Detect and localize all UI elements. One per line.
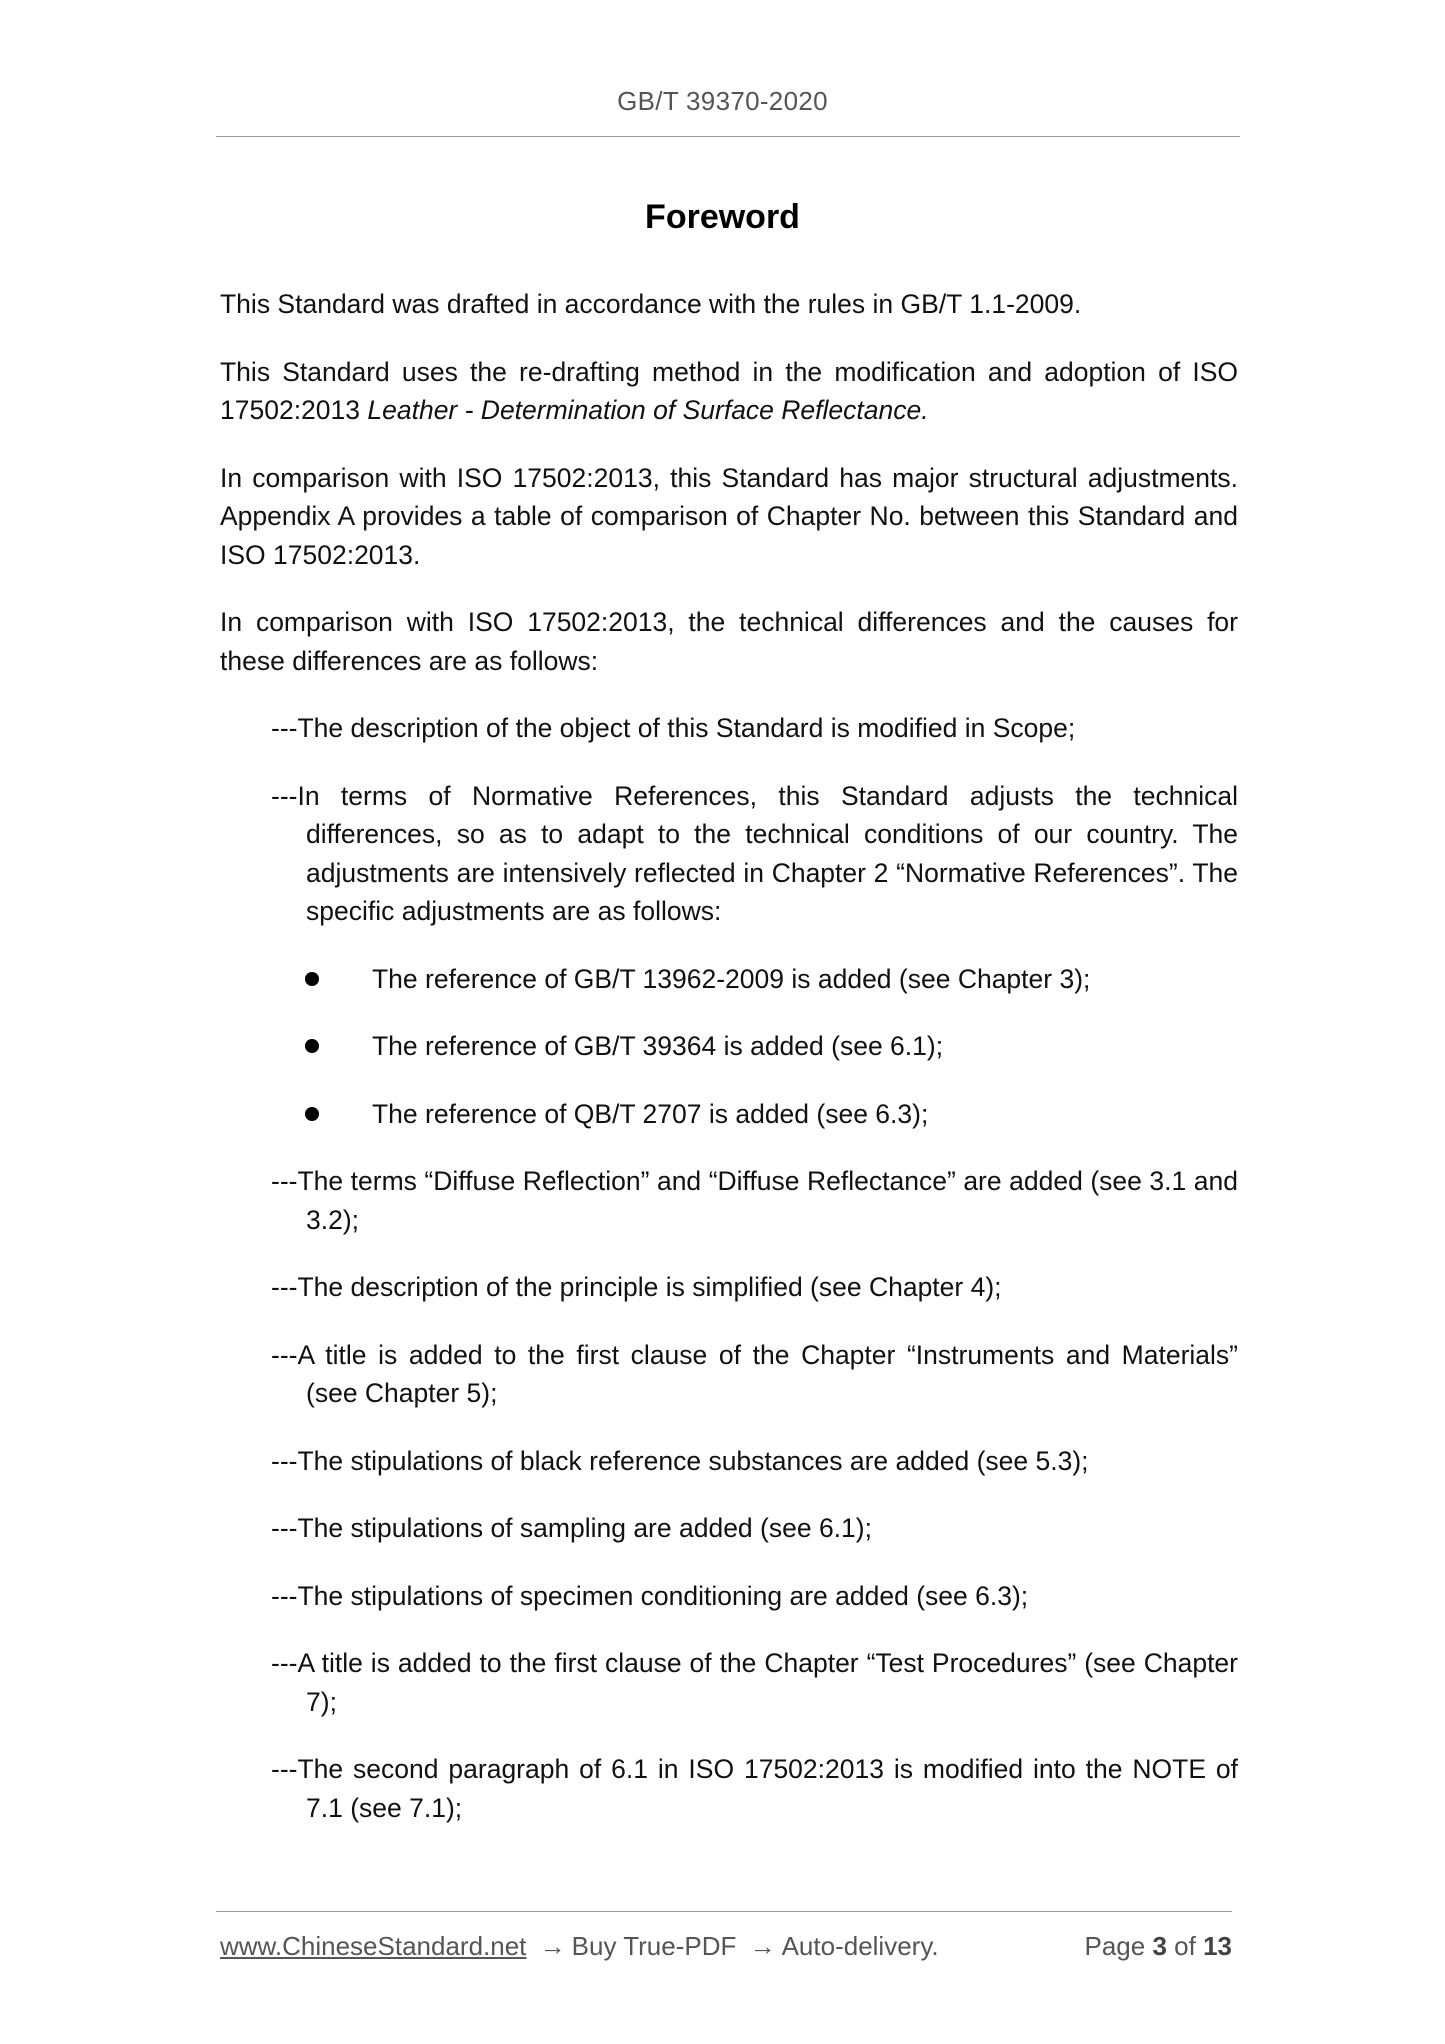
difference-item-black-reference: ---The stipulations of black reference substances are added (see 5.3); — [271, 1445, 1089, 1476]
bullet-item-qbt-2707 — [305, 1095, 1238, 1134]
bullet-dot-icon — [305, 1039, 319, 1053]
difference-item-conditioning: ---The stipulations of specimen conditioning are added (see 6.3); — [271, 1580, 1029, 1611]
paragraph-adoption-method — [220, 353, 1238, 430]
paragraph-structural-adjustments: In comparison with ISO 17502:2013, this Standard has major structural adjustments. Appendix A provides a table of comparison of Chapter No. between this Standard and ISO 17502:2013. — [220, 462, 1238, 570]
difference-item-scope: ---The description of the object of this Standard is modified in Scope; — [271, 713, 1076, 743]
delivery-text: Auto-delivery. — [781, 1931, 939, 1961]
adoption-method-text: This Standard uses the re-drafting method in the modification and adoption of ISO 17502:2013 — [220, 356, 1238, 425]
document-body — [220, 285, 1238, 1856]
arrow-right-icon: → — [539, 1931, 566, 1961]
bullet-text: The reference of QB/T 2707 is added (see 6.3); — [372, 1098, 929, 1129]
page-counter — [1084, 1931, 1232, 1962]
page-total: 13 — [1203, 1931, 1232, 1961]
difference-item-sampling: ---The stipulations of sampling are added (see 6.1); — [271, 1513, 872, 1543]
bullet-item-gbt-13962 — [305, 960, 1238, 999]
difference-item-test-procedures-title: ---A title is added to the first clause of the Chapter “Test Procedures” (see Chapter 7); — [271, 1648, 1238, 1717]
buy-text: Buy True-PDF — [571, 1931, 737, 1961]
page-title: Foreword — [645, 198, 800, 236]
bullet-text: The reference of GB/T 39364 is added (see 6.1); — [372, 1031, 944, 1061]
website-link[interactable]: www.ChineseStandard.net — [220, 1931, 527, 1961]
footer-promo — [220, 1931, 939, 1962]
header-divider — [216, 136, 1240, 137]
bullet-dot-icon — [305, 972, 319, 986]
difference-item-normative-references: ---In terms of Normative References, this Standard adjusts the technical differences, so as to adapt to the technical conditions of our country. The adjustments are intensively reflected in Chapter 2 “Normative References”. The specific adjustments are as follows: — [271, 780, 1238, 926]
paragraph-drafting-rules: This Standard was drafted in accordance with the rules in GB/T 1.1-2009. — [220, 289, 1082, 319]
difference-item-terms: ---The terms “Diffuse Reflection” and “Diffuse Reflectance” are added (see 3.1 and 3.2); — [271, 1166, 1238, 1235]
difference-item-principle: ---The description of the principle is simplified (see Chapter 4); — [271, 1272, 1002, 1302]
page-footer — [220, 1931, 1232, 1962]
paragraph-technical-differences-intro: In comparison with ISO 17502:2013, the technical differences and the causes for these differences are as follows: — [220, 607, 1238, 676]
footer-divider — [216, 1911, 1232, 1912]
page-of-label: of — [1174, 1931, 1196, 1961]
bullet-text: The reference of GB/T 13962-2009 is added (see Chapter 3); — [372, 963, 1091, 994]
page-label: Page — [1084, 1931, 1146, 1961]
difference-item-note-7-1: ---The second paragraph of 6.1 in ISO 17502:2013 is modified into the NOTE of 7.1 (see 7.1); — [271, 1754, 1238, 1823]
page-current: 3 — [1152, 1931, 1167, 1961]
running-header-doc-code: GB/T 39370-2020 — [617, 86, 828, 116]
bullet-item-gbt-39364 — [305, 1027, 1238, 1066]
bullet-dot-icon — [305, 1107, 319, 1121]
arrow-right-icon: → — [749, 1931, 776, 1961]
difference-item-instruments-title: ---A title is added to the first clause of the Chapter “Instruments and Materials” (see Chapter 5); — [271, 1339, 1238, 1408]
adopted-standard-title: Leather - Determination of Surface Reflectance. — [367, 395, 929, 425]
